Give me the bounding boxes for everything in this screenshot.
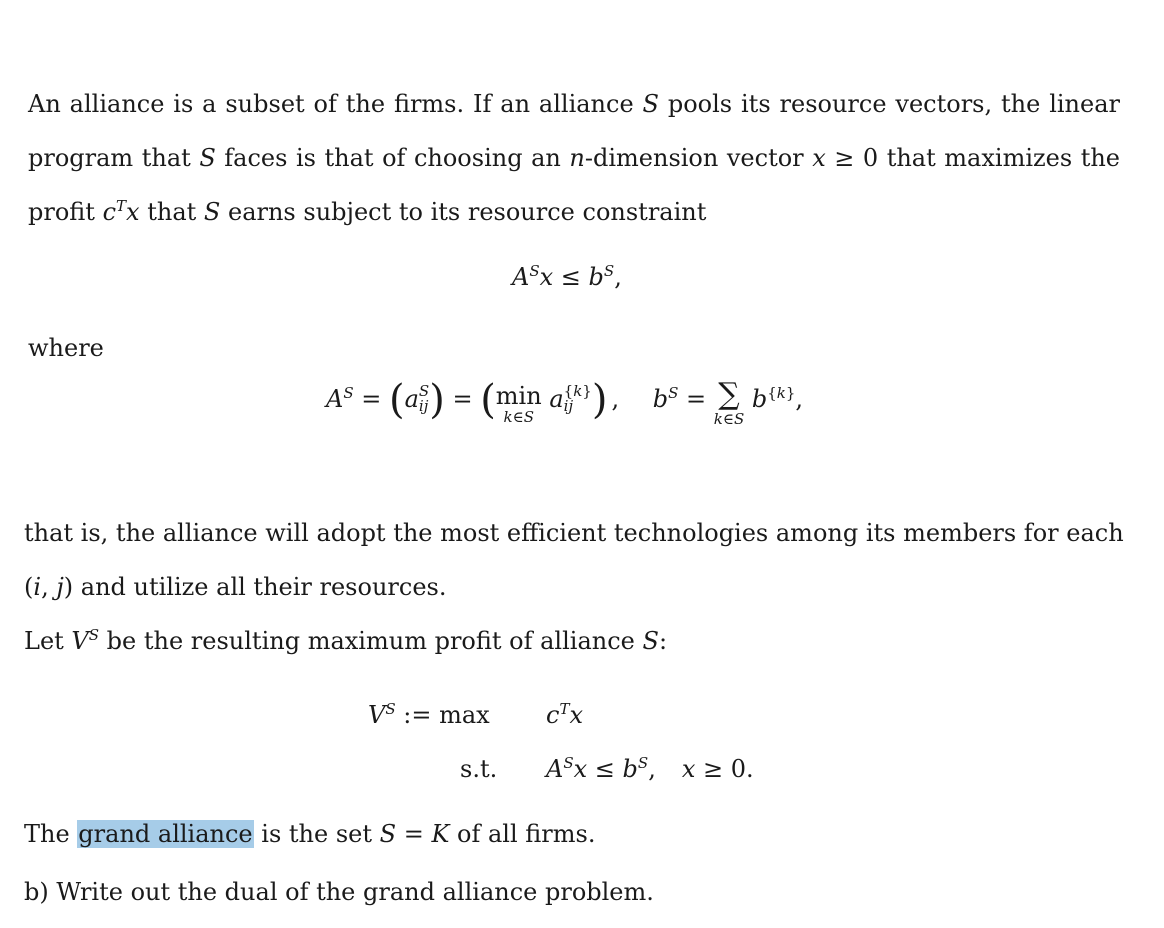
paragraph-4: The grand alliance is the set S = K of all firms. xyxy=(24,820,596,848)
equation-alliance-definitions: $A^S = (a$ S ij ) = (min k∈S a {k} ij ) , $b^S$ = ∑ k∈S $b^{\{k\}}$, xyxy=(326,377,804,428)
paragraph-2-line-2: (i, j) and utilize all their resources. xyxy=(24,573,447,601)
lp-objective-expression: $c^Tx$ xyxy=(546,700,584,729)
lp-constraints: $A^Sx \le b^S$, x ≥ 0. xyxy=(546,754,754,783)
paragraph-1-line-3: profit $c^Tx$ that S earns subject to its resource constraint xyxy=(28,197,707,226)
paragraph-1-line-2: program that S faces is that of choosing an n-dimension vector x ≥ 0 that maximizes the xyxy=(28,144,1121,172)
lp-subject-to-label: s.t. xyxy=(460,755,498,783)
question-b: b) Write out the dual of the grand alliance problem. xyxy=(24,878,654,906)
paragraph-1-line-1: An alliance is a subset of the firms. If an alliance S pools its resource vectors, the linear xyxy=(28,90,1120,118)
paragraph-3: Let $V^S$ be the resulting maximum profit of alliance S: xyxy=(24,626,668,655)
lp-objective-label: $V^S$ := max xyxy=(368,700,490,729)
highlighted-text[interactable]: grand alliance xyxy=(78,820,253,848)
equation-resource-constraint: $A^Sx \le b^S$, xyxy=(512,262,622,291)
paragraph-2-line-1: that is, the alliance will adopt the most efficient technologies among its members for each xyxy=(24,519,1124,547)
where-label: where xyxy=(28,334,104,362)
